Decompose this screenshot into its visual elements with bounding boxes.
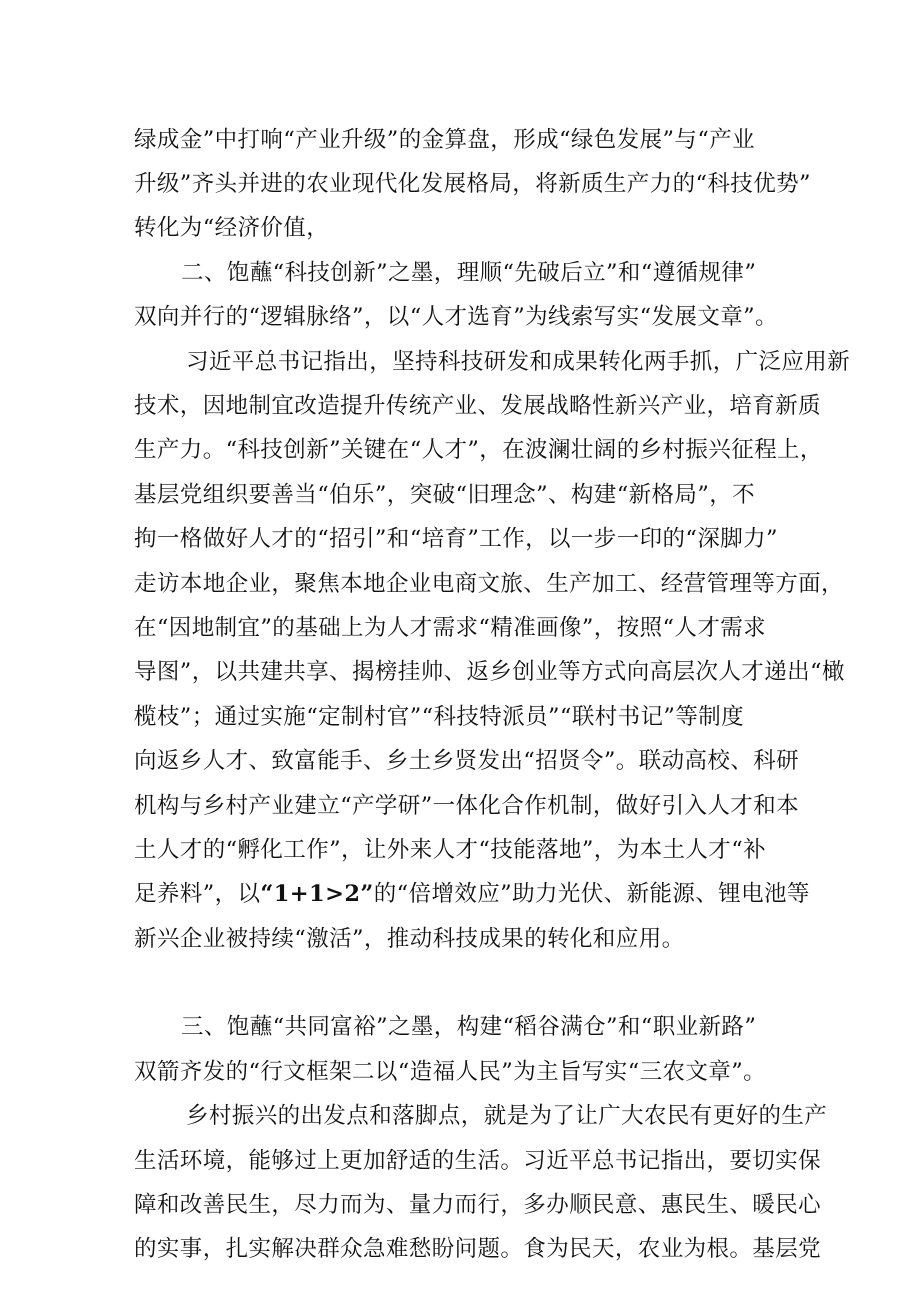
section-heading-line: 双向并行的“逻辑脉络”，以“人才选育”为线索写实“发展文章”。 [134,304,778,330]
paragraph-line: 榄枝”；通过实施“定制村官”“科技特派员”“联村书记”等制度 [134,704,745,730]
paragraph-line: 土人才的“孵化工作”，让外来人才“技能落地”，为本土人才“补 [134,837,767,863]
bold-formula-text: “1+1>2” [260,881,374,907]
paragraph-line: 绿成金”中打响“产业升级”的金算盘，形成“绿色发展”与“产业 [134,127,756,153]
paragraph-text: 的“倍增效应”助力光伏、新能源、锂电池等 [373,881,810,907]
paragraph-line: 机构与乡村产业建立“产学研”一体化合作机制，做好引入人才和本 [134,793,800,819]
paragraph-line: 转化为“经济价值， [134,215,330,241]
paragraph-line: 导图”，以共建共享、揭榜挂帅、返乡创业等方式向高层次人才递出“橄 [134,659,845,685]
paragraph-line: 习近平总书记指出，坚持科技研发和成果转化两手抓，广泛应用新 [186,349,851,375]
paragraph-line [134,872,920,916]
section-heading-line: 双箭齐发的“行文框架二以“造福人民”为主旨写实“三农文章”。 [134,1059,767,1085]
paragraph-line: 走访本地企业，聚焦本地企业电商文旅、生产加工、经营管理等方面， [134,571,844,597]
paragraph-line: 基层党组织要善当“伯乐”，突破“旧理念”、构建“新格局”，不 [134,482,756,508]
section-heading-line: 三、饱蘸“共同富裕”之墨，构建“稻谷满仓”和“职业新路” [181,1014,757,1040]
paragraph-line: 生产力。“科技创新”关键在“人才”，在波澜壮阔的乡村振兴征程上， [134,437,823,463]
section-heading-line: 二、饱蘸“科技创新”之墨，理顺“先破后立”和“遵循规律” [181,260,757,286]
paragraph-line: 向返乡人才、致富能手、乡土乡贤发出“招贤令”。联动高校、科研 [134,748,800,774]
paragraph-line: 乡村振兴的出发点和落脚点，就是为了让广大农民有更好的生产 [186,1103,828,1129]
paragraph-line: 升级”齐头并进的农业现代化发展格局，将新质生产力的“科技优势” [134,171,811,197]
paragraph-line: 技术，因地制宜改造提升传统产业、发展战略性新兴产业，培育新质 [134,393,822,419]
paragraph-line: 生活环境，能够过上更加舒适的生活。习近平总书记指出，要切实保 [134,1148,822,1174]
paragraph-line: 拘一格做好人才的“招引”和“培育”工作，以一步一印的“深脚力” [134,526,778,552]
paragraph-line: 的实事，扎实解决群众急难愁盼问题。食为民天，农业为根。基层党 [134,1236,822,1262]
paragraph-line: 障和改善民生，尽力而为、量力而行，多办顺民意、惠民生、暖民心 [134,1192,822,1218]
paragraph-line: 新兴企业被持续“激活”，推动科技成果的转化和应用。 [134,926,685,952]
paragraph-line: 在“因地制宜”的基础上为人才需求“精准画像”，按照“人才需求 [134,615,767,641]
paragraph-text: 足养料”，以 [134,881,261,907]
